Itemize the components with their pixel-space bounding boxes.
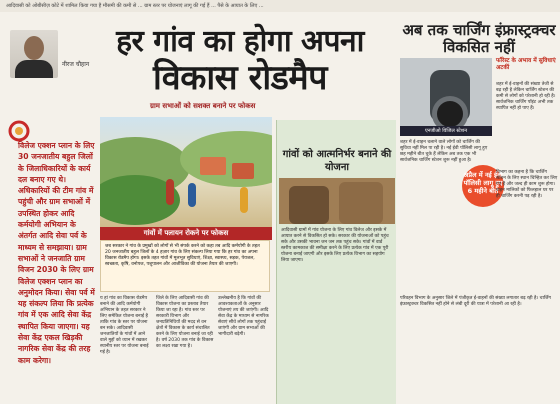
illustration-banner: गांवों में पलायन रोकने पर फोकस [100,227,272,240]
green-sidebar-photo [279,178,395,224]
illustration-house [232,163,254,179]
body-column-3: उल्लेखनीय है कि गांवों की आवश्यकताओं के अनुसार योजनाएं तय की जाएंगी। आदि सेवा केंद्र के माध्यम से नागरिक सेवाएं सीधे लोगों तक पहुंचाई जाएंगी और ग्राम सभाओं की भागीदारी बढ़ेगी। [218,296,269,337]
ev-charging-photo [400,58,492,130]
lead-paragraph: विलेज एक्शन प्लान के लिए 30 जनजातीय बहुल जिलों के जिलाधिकारियों के कार्य दल बनाए गए थे। अधिकारियों की टीम गांव में पहुंची और ग्राम सभाओं में उपस्थित होकर आदि कर्मयोगी अभियान के अंतर्गत आदि सेवा पर्व के माध्यम से समझाया। ग्राम सभाओं ने जनजाति ग्राम विजन 2030 के लिए ग्राम विलेज एक्शन प्लान का अनुमोदन किया। सेवा पर्व में यह संकल्प लिया कि प्रत्येक गांव में एक आदि सेवा केंद्र स्थापित किया जाएगा। यह सेवा केंद्र एकल खिड़की नागरिक सेवा केंद्र की तरह काम करेगा। [18,141,95,365]
right-body-column-2: विभाग का कहना है कि चार्जिंग स्टेशन के लिए स्थान चिन्हित कर लिए गए हैं और जल्द ही काम शुरू होगा। वाहन मालिकों को फिलहाल घर पर ही चार्जिंग करनी पड़ रही है। [496,170,558,199]
right-body-bottom: परिवहन विभाग के अनुसार जिले में पंजीकृत ई-वाहनों की संख्या लगातार बढ़ रही है। चार्जिंग इंफ्रास्ट्रक्चर विकसित नहीं होने से लंबी दूरी की यात्रा में परेशानी आ रही है। [400,296,551,307]
illustration-person [166,179,174,205]
headline-kicker: ग्राम सभाओं को सशक्त बनाने पर फोकस [150,102,256,110]
lead-column [4,120,96,400]
body-column-1: य हां गांव का विकास रोडमैप बनाने की आदि कर्मयोगी अभियान के तहत सरकार ने लिए समेकित योजना बनाई है ताकि गांव के स्तर पर योजना बन सके। आदिवासी जनजातियों के गांवों में आने वाले मुद्दों को ध्यान में रखकर स्थानीय स्तर पर योजना बनाई गई है। [100,296,149,355]
body-column-2: जिले के लिए आदिवासी गांव की विकास योजना का प्रस्ताव तैयार किया जा रहा है। गांव स्तर पर सरकारी विभाग और जनप्रतिनिधियों की मदद से वन क्षेत्रों में विकास के कार्य संचालित करने के लिए योजना बनाई जा रही है। वर्ष 2030 तक गांव के विकास का लक्ष्य रखा गया है। [156,296,214,349]
right-headline: अब तक चार्जिंग इंफ्रास्ट्रक्चर विकसित नहीं [402,21,556,56]
highlight-roundel: अप्रैल में नई ईवी पॉलिसी लागू हुए 6 महीने बीते [462,165,504,207]
illustration-house [200,157,226,175]
illustration-person [188,183,196,207]
summary-box: जब सरकार ने गांव के प्रमुखों को लोगों से भी संपर्क करने को कहा तब आदि कर्मयोगी के तहत 20 जनजातीय बहुल जिलों के 4 हज़ार गांव के लिए संकल्प लिया गया कि हर गांव का अपना विकास रोडमैप होगा। इसके तहत गांवों में मूलभूत सुविधाएं, शिक्षा, स्वास्थ्य, सड़क, पेयजल, स्वच्छता, कृषि, वनोपज, पशुपालन और आजीविका की योजना तैयार की जाएगी। [100,240,270,292]
illustration-person [240,187,248,213]
green-sidebar-body: आदिवासी ग्रामों में गांव योजना के लिए गांव विलेज और इसके में आयात करने से विकसित हो सके। सरकार की योजनाओं को पहुंच सके और उसकी भावना जन जन तक पहुंच सके। गांवों में वार्ड स्तरीय कामकाज की समीक्षा करने के लिए प्रत्येक गांव में एक पूरी योजना बनाई जाएगी और इसके लिए प्रत्येक विभाग का सहयोग लिया जाएगा। [281,228,389,263]
author-name: नीरज चौहान [62,61,90,68]
right-side-title: फॉरेस्ट के अभाव में सुविधाएं अटकीं [496,58,556,71]
author-photo [10,30,58,78]
author-photo-head [24,36,44,60]
swirl-logo-icon [8,120,30,142]
green-sidebar-title: गांवों को आत्मनिर्भर बनाने की योजना [282,149,392,173]
right-body-column: शहर में ई-वाहन चलाने वाले लोगों को चार्जिंग की सुविधा नहीं मिल पा रही है। नई ईवी पॉलिसी लागू हुए छह महीने बीत चुके हैं लेकिन अब तक एक भी सार्वजनिक चार्जिंग स्टेशन शुरू नहीं हुआ है। [400,140,488,163]
photo-caption: एनजीओ विजिल स्टेशन [400,126,492,136]
main-headline [90,25,390,97]
village-illustration [100,117,272,240]
right-side-body: शहर में ई-वाहनों की संख्या तेजी से बढ़ रही है लेकिन चार्जिंग स्टेशन की कमी से लोगों को परेशानी हो रही है। सार्वजनिक चार्जिंग पॉइंट अभी तक स्थापित नहीं हो पाए हैं। [496,82,556,111]
headline-line-2: विकास रोडमैप [153,58,327,98]
top-news-strip: आदिवासी को ओबीसीज़ कोटे में शामिल किया गया है मौसमी की कमी से ... ग्राम स्तर पर योजनाएं लागू की गई हैं ... पैसे के आयात के लिए ... [0,0,560,12]
illustration-hill [180,131,272,187]
author-photo-body [15,60,53,78]
headline-line-1: हर गांव का होगा अपना [116,24,364,59]
scooter-wheel [432,96,468,130]
